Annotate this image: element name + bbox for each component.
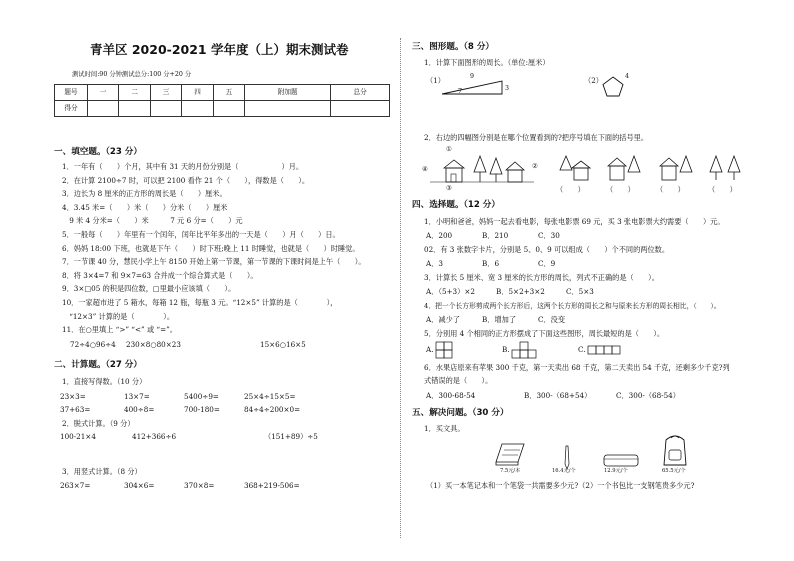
problem-question: （1）买一本笔记本和一个笔袋一共需要多少元?（2）一个书包比一支钢笔贵多少元? bbox=[426, 481, 695, 490]
answer-bracket[interactable]: （ ） bbox=[556, 185, 585, 194]
choice-question: 5．分别用 4 个相同的正方形摆成了下面这些图形，周长最短的是（ ）。 bbox=[424, 329, 665, 338]
choice-question: 3．计算长 5 厘米、宽 3 厘米的长方形的周长，列式不正确的是（ ）。 bbox=[424, 273, 659, 282]
vertical-item: 370×8= bbox=[184, 481, 215, 490]
choice-question: 4．把一个长方形剪成两个长方形后，这两个长方形的周长之和与原来长方形的周长相比，（ ）。 bbox=[424, 302, 721, 310]
fill-in-question: 10．一家超市进了 5 箱水，每箱 12 瓶，每瓶 3 元。“12×5” 计算的是（ ）， bbox=[62, 298, 338, 307]
score-input-cell[interactable] bbox=[331, 101, 390, 117]
fill-in-question: 2．在计算 2100÷7 时，可以把 2100 看作 21 个（ ），得数是（ ）。 bbox=[62, 175, 310, 185]
pencil-case-icon bbox=[602, 452, 642, 468]
compare-item: 230×8○80×23 bbox=[126, 340, 181, 349]
choice-question: 02．有 3 张数字卡片，分别是 5、0、9 可以组成（ ）个不同的两位数。 bbox=[424, 245, 670, 254]
score-table-score-row bbox=[55, 101, 390, 117]
price-label: 7.5元/本 bbox=[500, 468, 521, 474]
price-label: 16.4元/个 bbox=[552, 468, 576, 474]
choice-option[interactable]: C．300-（68-54） bbox=[616, 391, 680, 400]
choice-option[interactable]: C. bbox=[578, 345, 586, 354]
step-item: 100-21×4 bbox=[60, 432, 96, 441]
square-shape-a bbox=[436, 340, 476, 356]
choice-question: 6．水果店原来有苹果 300 千克，第一天卖出 68 千克，第二天卖出 54 千克，还剩多少千克?列 bbox=[424, 363, 730, 372]
choice-option[interactable]: B．210 bbox=[482, 231, 509, 240]
triangle-figure bbox=[440, 78, 510, 98]
section-1-heading: 一、填空题。（23 分） bbox=[54, 147, 142, 157]
choice-option[interactable]: B．300-（68+54） bbox=[524, 391, 592, 400]
direct-item: 23×3= bbox=[60, 392, 86, 401]
direct-item: 13×7= bbox=[124, 392, 150, 401]
view-option bbox=[560, 156, 590, 180]
fill-in-question: 5．一般每（ ）年里有一个闰年，闰年比平年多出的一天是（ ）月（ ）日。 bbox=[62, 230, 340, 239]
compare-item: 72÷4○96÷4 bbox=[70, 340, 116, 349]
section-4-heading: 四、选择题。（12 分） bbox=[412, 200, 500, 210]
price-label: 12.9元/个 bbox=[604, 468, 628, 474]
choice-option[interactable]: A．3 bbox=[426, 259, 443, 268]
section-5-heading: 五、解决问题。（30 分） bbox=[412, 408, 509, 418]
test-info: 测试时间:90 分钟测试总分:100 分+20 分 bbox=[72, 71, 192, 78]
view-option bbox=[660, 156, 692, 180]
circled-number: ③ bbox=[446, 185, 452, 192]
score-header-cell: 题号 bbox=[55, 85, 88, 101]
direct-item: 700-180= bbox=[184, 405, 220, 414]
section-5-q1: 1．买文具。 bbox=[424, 424, 465, 433]
score-input-cell[interactable] bbox=[119, 101, 150, 117]
price-label: 65.5元/个 bbox=[662, 468, 686, 474]
choice-question-cont: 式错误的是（ ）。 bbox=[424, 376, 493, 385]
view-scene-figure bbox=[430, 148, 540, 188]
score-input-cell[interactable] bbox=[88, 101, 119, 117]
direct-item: 400÷8= bbox=[124, 405, 155, 414]
section-2-sub3: 3．用竖式计算。（8 分） bbox=[62, 467, 142, 476]
backpack-icon bbox=[658, 432, 692, 468]
score-table-header-row bbox=[55, 85, 390, 101]
choice-option[interactable]: C．没变 bbox=[538, 315, 566, 324]
vertical-item: 304×6= bbox=[124, 481, 155, 490]
column-divider bbox=[400, 38, 401, 538]
score-header-cell: 总分 bbox=[331, 85, 390, 101]
choice-option[interactable]: A．（5+3）×2 bbox=[426, 287, 475, 296]
score-input-cell[interactable] bbox=[245, 101, 331, 117]
pentagon-side-label: 4 bbox=[625, 73, 630, 80]
scene-house bbox=[444, 160, 464, 182]
fill-in-question: 8．将 3×4=7 和 9×7=63 合并成一个综合算式是（ ）。 bbox=[62, 270, 258, 280]
section-2-sub2: 2．脱式计算。（9 分） bbox=[62, 419, 135, 428]
score-header-cell: 四 bbox=[182, 85, 213, 101]
scene-house bbox=[506, 162, 524, 182]
four-views-figure bbox=[552, 154, 752, 186]
answer-bracket[interactable]: （ ） bbox=[656, 185, 685, 194]
choice-option[interactable]: A．300-68-54 bbox=[426, 391, 476, 400]
pentagon-figure bbox=[602, 76, 626, 100]
fill-in-question: 6．妈妈 18:00 下班，也就是下午（ ）时下班;晚上 11 时睡觉，也就是（ ）时睡觉。 bbox=[62, 243, 360, 253]
choice-question: 1．小明和爸爸，妈妈一起去看电影，每张电影票 69 元，买 3 张电影票大约需要（ ）元。 bbox=[424, 217, 725, 226]
direct-item: 37+63= bbox=[60, 405, 91, 414]
choice-option[interactable]: A．200 bbox=[426, 231, 453, 240]
square-shape-b bbox=[512, 340, 552, 356]
pen-icon bbox=[562, 444, 572, 470]
triangle-side-label: 3 bbox=[505, 85, 510, 92]
circled-number: ② bbox=[532, 163, 538, 170]
fill-in-question: 7．一节课 40 分，慧民小学上午 8150 开始上第一节课，第一节课的下课时间是上午（ ）。 bbox=[62, 257, 366, 267]
scene-tree bbox=[474, 156, 486, 182]
fill-in-question: 11．在○里填上 “>” “<” 或 “=”。 bbox=[62, 325, 177, 335]
fill-in-question: 1．一年有（ ）个月，其中有 31 天的月份分别是（ ）月。 bbox=[62, 162, 304, 171]
choice-option[interactable]: A．减少了 bbox=[426, 315, 460, 324]
answer-bracket[interactable]: （ ） bbox=[708, 185, 737, 194]
choice-option[interactable]: A. bbox=[426, 345, 434, 354]
triangle-side-label: 7 bbox=[458, 88, 463, 95]
choice-option[interactable]: C．30 bbox=[538, 231, 560, 240]
section-3-heading: 三、图形题。（8 分） bbox=[412, 42, 495, 52]
choice-option[interactable]: B．6 bbox=[482, 259, 500, 268]
step-item: （151+89）÷5 bbox=[264, 432, 318, 441]
notebook-icon bbox=[494, 436, 526, 466]
section-2-heading: 二、计算题。（27 分） bbox=[54, 360, 142, 370]
score-input-cell[interactable] bbox=[150, 101, 181, 117]
section-2-sub1: 1．直接写得数。（10 分） bbox=[62, 377, 147, 386]
circled-number: ① bbox=[446, 146, 452, 153]
answer-bracket[interactable]: （ ） bbox=[606, 185, 635, 194]
choice-option[interactable]: B．5×2+3×2 bbox=[496, 287, 545, 296]
score-row-label: 得分 bbox=[55, 101, 88, 117]
score-header-cell: 一 bbox=[88, 85, 119, 101]
fill-in-question: 3．边长为 8 厘米的正方形的周长是（ ）厘米。 bbox=[62, 189, 227, 199]
figure-2-label: （2） bbox=[584, 76, 603, 85]
choice-option[interactable]: C．9 bbox=[538, 259, 556, 268]
choice-option[interactable]: C．5×3 bbox=[566, 287, 594, 296]
fill-in-question: 4．3.45 米=（ ）米（ ）分米（ ）厘米 bbox=[62, 202, 228, 212]
vertical-item: 263×7= bbox=[60, 481, 91, 490]
view-option bbox=[710, 156, 740, 180]
score-input-cell[interactable] bbox=[182, 101, 213, 117]
direct-item: 25×4÷15×5= bbox=[244, 392, 296, 401]
score-header-cell: 三 bbox=[150, 85, 181, 101]
direct-item: 5400÷9= bbox=[184, 392, 219, 401]
compare-item: 15×6○16×5 bbox=[260, 340, 306, 349]
fill-in-question: 9 米 4 分米=（ ）米 7 元 6 分=（ ）元 bbox=[62, 216, 243, 226]
score-header-cell: 二 bbox=[119, 85, 150, 101]
score-input-cell[interactable] bbox=[213, 101, 244, 117]
view-option bbox=[608, 156, 640, 180]
circled-number: ④ bbox=[422, 166, 428, 173]
section-3-q1: 1．计算下面图形的周长。（单位:厘米） bbox=[424, 58, 550, 67]
score-header-cell: 五 bbox=[213, 85, 244, 101]
choice-option[interactable]: B．增加了 bbox=[482, 315, 517, 324]
square-shape-c bbox=[588, 340, 628, 356]
step-item: 412+366÷6 bbox=[132, 432, 177, 441]
score-table bbox=[54, 84, 390, 117]
direct-item: 84÷4÷200×0= bbox=[244, 405, 301, 414]
scene-tree bbox=[490, 158, 502, 182]
vertical-item: 368+219-506= bbox=[244, 481, 300, 490]
score-header-cell: 附加题 bbox=[245, 85, 331, 101]
triangle-side-label: 9 bbox=[470, 73, 475, 80]
figure-1-label: （1） bbox=[426, 76, 445, 85]
fill-in-question: “12×3” 计算的是（ ）。 bbox=[62, 311, 175, 321]
section-3-q2: 2．右边的四幅图分别是在哪个位置看到的?把序号填在下面的括号里。 bbox=[424, 133, 649, 142]
fill-in-question: 9．3×□05 的积是四位数，□里最小应该填（ ）。 bbox=[62, 284, 236, 294]
choice-option[interactable]: B. bbox=[502, 345, 510, 354]
page-title: 青羊区 2020-2021 学年度（上）期末测试卷 bbox=[90, 42, 349, 57]
